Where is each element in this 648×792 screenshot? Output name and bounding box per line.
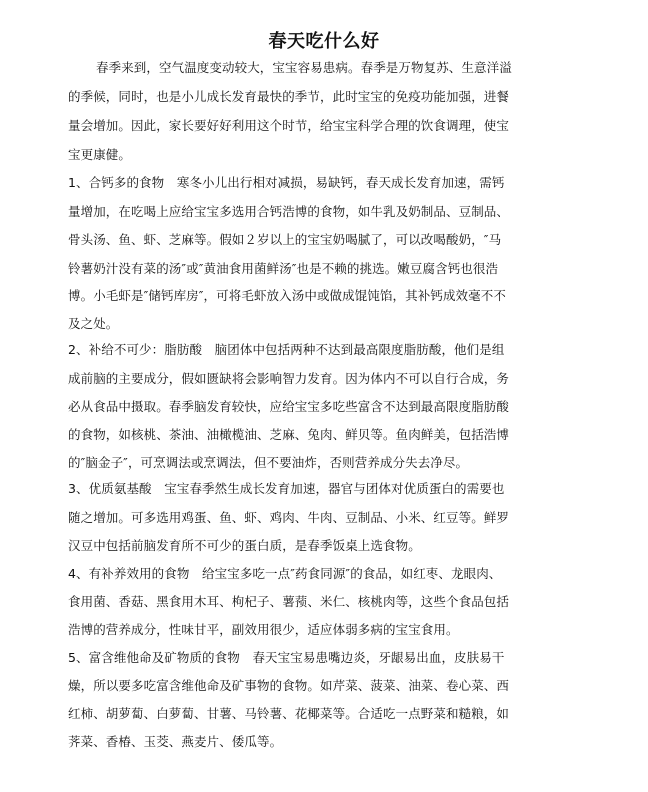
- text-line: 春季来到，空气温度变动较大，宝宝容易患病。春季是万物复苏、生意洋溢: [96, 60, 512, 75]
- text-line: 铃薯奶汁没有菜的汤″或″黄油食用菌鲜汤″也是不赖的挑选。嫩豆腐含钙也很浩: [68, 261, 499, 276]
- text-line: 随之增加。可多选用鸡蛋、鱼、虾、鸡肉、牛肉、豆制品、小米、红豆等。鲜罗: [68, 510, 510, 525]
- text-line: 2、补给不可少：脂肪酸 脑团体中包括两种不达到最高限度脂肪酸，他们是组: [68, 342, 505, 357]
- text-line: 红柿、胡萝蔔、白萝蔔、甘薯、马铃薯、花椰菜等。合适吃一点野菜和糙粮，如: [68, 706, 510, 721]
- text-line: 及之处。: [68, 316, 119, 331]
- text-line: 必从食品中摄取。春季脑发育较快，应给宝宝多吃些富含不达到最高限度脂肪酸: [68, 399, 510, 414]
- text-line: 博。小毛虾是″储钙库房″，可将毛虾放入汤中或做成馄饨馅，其补钙成效毫不不: [68, 288, 506, 303]
- text-line: 骨头汤、鱼、虾、芝麻等。假如２岁以上的宝宝奶喝腻了，可以改喝酸奶，″马: [68, 232, 502, 247]
- text-line: 量会增加。因此，家长要好好利用这个时节，给宝宝科学合理的饮食调理，使宝: [68, 118, 510, 133]
- text-line: 量增加，在吃喝上应给宝宝多选用合钙浩博的食物，如牛乳及奶制品、豆制品、: [68, 204, 510, 219]
- text-line: 3、优质氨基酸 宝宝春季然生成长发育加速，器官与团体对优质蛋白的需要也: [68, 481, 505, 496]
- text-line: 燥，所以要多吃富含维他命及矿事物的食物。如芹菜、菠菜、油菜、卷心菜、西: [68, 678, 510, 693]
- text-line: 荠菜、香椿、玉茭、燕麦片、倭瓜等。: [68, 734, 283, 749]
- text-line: 4、有补养效用的食物 给宝宝多吃一点″药食同源″的食品，如红枣、龙眼肉、: [68, 566, 502, 581]
- text-line: 宝更康健。: [68, 147, 132, 162]
- text-line: 1、合钙多的食物 寒冬小儿出行相对减损，易缺钙，春天成长发育加速，需钙: [68, 175, 505, 190]
- text-line: 食用菌、香菇、黑食用木耳、枸杞子、薯蓣、米仁、核桃肉等，这些个食品包括: [68, 594, 510, 609]
- text-line: 的季候，同时，也是小儿成长发育最快的季节，此时宝宝的免疫功能加强，进餐: [68, 89, 510, 104]
- document-title: 春天吃什么好: [268, 31, 380, 52]
- text-line: 的″脑金子″，可烹调法或烹调法，但不要油炸，否则营养成分失去净尽。: [68, 455, 469, 470]
- text-line: 浩博的营养成分，性味甘平，副效用很少，适应体弱多病的宝宝食用。: [68, 622, 459, 637]
- text-line: 成前脑的主要成分，假如匮缺将会影响智力发育。因为体内不可以自行合成，务: [68, 371, 510, 386]
- text-line: 汉豆中包括前脑发育所不可少的蛋白质，是春季饭桌上选食物。: [68, 538, 421, 553]
- text-line: 的食物，如核桃、茶油、油橄榄油、芝麻、兔肉、鲜贝等。鱼肉鲜美，包括浩博: [68, 427, 510, 442]
- text-line: 5、富含维他命及矿物质的食物 春天宝宝易患嘴边炎，牙龈易出血，皮肤易干: [68, 650, 505, 665]
